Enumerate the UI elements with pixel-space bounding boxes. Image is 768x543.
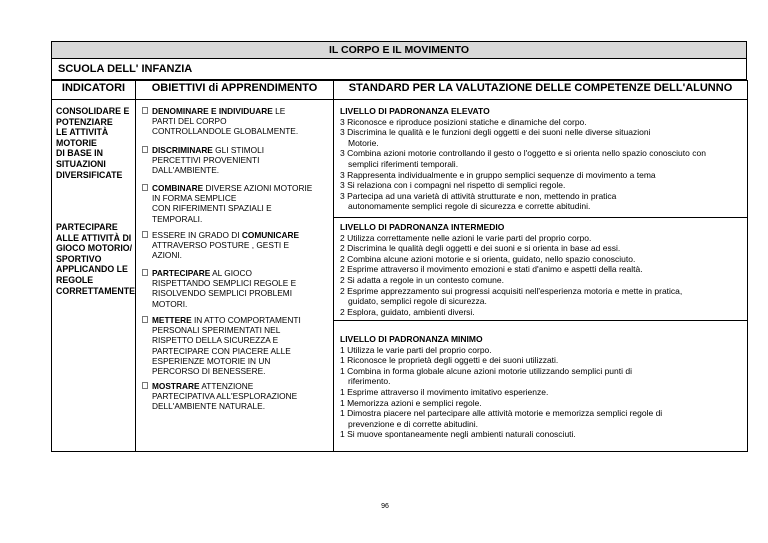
objective-line: CON RIFERIMENTI SPAZIALI E [152, 203, 272, 214]
level-title: LIVELLO DI PADRONANZA MINIMO [340, 334, 483, 344]
checkbox-icon [142, 146, 148, 153]
level-divider-1 [333, 217, 748, 218]
objective-7 [142, 381, 332, 412]
objective-keyword: METTERE [152, 315, 192, 325]
indicator-line: APPLICANDO LE [56, 264, 128, 275]
objective-line: AZIONI. [152, 250, 182, 261]
checkbox-icon [142, 107, 148, 114]
level-line: 2 Combina alcune azioni motorie e si orienta, guidato, nello spazio conosciuto. [340, 253, 636, 264]
objective-line: PARTI DEL CORPO [152, 116, 227, 127]
section-banner: IL CORPO E IL MOVIMENTO [51, 41, 747, 59]
header-indicatori: INDICATORI [61, 82, 126, 94]
header-divider [51, 99, 748, 100]
indicator-line: SPORTIVO [56, 253, 102, 264]
objective-text: IN ATTO COMPORTAMENTI [191, 315, 301, 325]
level-line: 1 Riconosce le proprietà degli oggetti e dei suoni utilizzati. [340, 355, 559, 366]
level-line: 2 Esprime apprezzamento sui progressi acquisiti nell'esperienza motoria e mette in pratica, [340, 285, 683, 296]
level-line: 3 Combina azioni motorie controllando il gesto o l'oggetto e si orienta nello spazio conosciuto con [340, 148, 706, 159]
indicator-line: DI BASE IN [56, 148, 103, 159]
objective-line: DALL'AMBIENTE. [152, 165, 220, 176]
objective-2 [142, 145, 332, 176]
indicator-line: GIOCO MOTORIO/ [56, 243, 133, 254]
level-line: 2 Si adatta a regole in un contesto comune. [340, 274, 504, 285]
table-border-top [51, 80, 748, 81]
level-line: 3 Riconosce e riproduce posizioni statiche e dinamiche del corpo. [340, 116, 587, 127]
level-minimo [340, 334, 745, 440]
objective-text: DIVERSE AZIONI MOTORIE [203, 183, 313, 193]
objective-line: PERCORSO DI BENESSERE. [152, 366, 266, 377]
level-line: guidato, semplici regole di sicurezza. [348, 296, 487, 307]
objective-keyword: DISCRIMINARE [152, 145, 213, 155]
level-title: LIVELLO DI PADRONANZA INTERMEDIO [340, 222, 505, 232]
level-line: 1 Dimostra piacere nel partecipare alle attività motorie e memorizza semplici regole di [340, 408, 663, 419]
objective-line: PERCETTIVI PROVENIENTI [152, 155, 260, 166]
level-elevato [340, 106, 745, 212]
indicator-line: LE ATTIVITÀ [56, 127, 109, 138]
objective-line: IN FORMA SEMPLICE [152, 193, 237, 204]
column-divider-2 [333, 80, 334, 452]
checkbox-icon [142, 231, 148, 238]
objective-text: AL GIOCO [210, 268, 252, 278]
indicator-line: PARTECIPARE [56, 222, 118, 232]
objective-text: LE [272, 106, 286, 116]
level-line: 3 Discrimina le qualità e le funzioni degli oggetti e dei suoni nelle diverse situazioni [340, 127, 651, 138]
objective-text: ATTENZIONE [199, 381, 254, 391]
objective-line: TEMPORALI. [152, 213, 203, 224]
checkbox-icon [142, 269, 148, 276]
level-line: 2 Esplora, guidato, ambienti diversi. [340, 306, 475, 317]
objective-line: DELL'AMBIENTE NATURALE. [152, 401, 266, 412]
indicator-line: MOTORIE [56, 137, 97, 148]
objective-line: PARTECIPATIVA ALL'ESPLORAZIONE [152, 391, 298, 402]
objective-keyword: MOSTRARE [152, 381, 200, 391]
checkbox-icon [142, 382, 148, 389]
objective-3 [142, 183, 332, 224]
level-line: 1 Esprime attraverso il movimento imitativo esperienze. [340, 386, 549, 397]
level-line: 2 Discrimina le qualità degli oggetti e dei suoni e si orienta in base ad essi. [340, 243, 621, 254]
level-intermedio [340, 222, 745, 317]
indicator-line: CONSOLIDARE E [56, 106, 130, 116]
objective-1 [142, 106, 332, 137]
objective-line: PERSONALI SPERIMENTATI NEL [152, 325, 281, 336]
objective-line: ESPERIENZE MOTORIE IN UN [152, 355, 271, 366]
table-border-bottom [51, 451, 748, 452]
objective-text: GLI STIMOLI [212, 145, 265, 155]
objective-line: RISPETTO DELLA SICUREZZA E [152, 335, 279, 346]
objective-4 [142, 230, 332, 261]
indicator-2 [56, 222, 136, 296]
objective-keyword: PARTECIPARE [152, 268, 211, 278]
indicator-line: REGOLE [56, 274, 94, 285]
table-border-right [747, 80, 748, 452]
objective-keyword: DENOMINARE E INDIVIDUARE [152, 106, 273, 116]
level-line: 3 Partecipa ad una varietà di attività strutturate e non, mettendo in pratica [340, 190, 617, 201]
level-line: prevenzione e di corrette abitudini. [348, 418, 478, 429]
level-line: autonomamente semplici regole di sicurezza e corrette abitudini. [348, 201, 591, 212]
level-line: Motorie. [348, 137, 379, 148]
objective-line: CONTROLLANDOLE GLOBALMENTE. [152, 126, 299, 137]
level-line: riferimento. [348, 376, 391, 387]
school-heading: SCUOLA DELL' INFANZIA [51, 59, 747, 80]
objective-keyword: COMUNICARE [241, 230, 300, 240]
objective-6 [142, 315, 332, 376]
level-line: 1 Combina in forma globale alcune azioni motorie utilizzando semplici punti di [340, 365, 632, 376]
level-line: 3 Si relaziona con i compagni nel rispetto di semplici regole. [340, 180, 566, 191]
checkbox-icon [142, 184, 148, 191]
level-line: 2 Utilizza correttamente nelle azioni le varie parti del proprio corpo. [340, 232, 592, 243]
objective-keyword: COMBINARE [152, 183, 204, 193]
header-obiettivi: OBIETTIVI di APPRENDIMENTO [151, 82, 318, 94]
objective-5 [142, 268, 332, 309]
indicator-line: DIVERSIFICATE [56, 169, 123, 180]
objective-line: PARTECIPARE CON PIACERE ALLE [152, 345, 291, 356]
level-divider-2 [333, 320, 748, 321]
objective-line: RISPETTANDO SEMPLICI REGOLE E [152, 278, 297, 289]
indicator-line: SITUAZIONI [56, 158, 106, 169]
level-line: 1 Si muove spontaneamente negli ambienti naturali conosciuti. [340, 429, 576, 440]
indicator-line: POTENZIARE [56, 116, 113, 127]
level-line: 3 Rappresenta individualmente e in gruppo semplici sequenze di movimento a tema [340, 169, 656, 180]
table-border-left [51, 80, 52, 452]
level-line: 1 Memorizza azioni e semplici regole. [340, 397, 482, 408]
indicator-line: ALLE ATTIVITÀ DI [56, 232, 132, 243]
indicator-1 [56, 106, 136, 180]
level-title: LIVELLO DI PADRONANZA ELEVATO [340, 106, 490, 116]
objective-line: ATTRAVERSO POSTURE , GESTI E [152, 240, 290, 251]
objective-prefix: ESSERE IN GRADO DI [152, 230, 242, 240]
checkbox-icon [142, 316, 148, 323]
indicator-line: CORRETTAMENTE [56, 285, 136, 296]
objective-line: MOTORI. [152, 298, 188, 309]
level-line: semplici riferimenti temporali. [348, 158, 459, 169]
level-line: 1 Utilizza le varie parti del proprio corpo. [340, 344, 492, 355]
header-standard: STANDARD PER LA VALUTAZIONE DELLE COMPETENZE DELL'ALUNNO [348, 82, 733, 94]
page-number: 96 [381, 503, 389, 510]
objective-line: RISOLVENDO SEMPLICI PROBLEMI [152, 288, 293, 299]
level-line: 2 Esprime attraverso il movimento emozioni e stati d'animo e aspetti della realtà. [340, 264, 643, 275]
